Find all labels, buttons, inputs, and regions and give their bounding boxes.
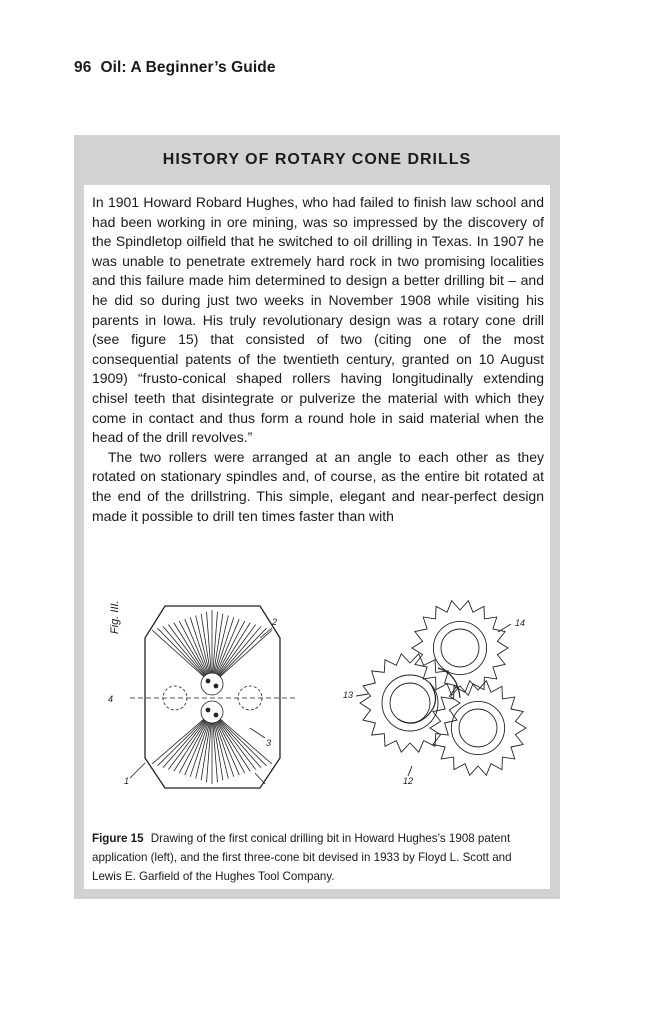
patent-drawing-two-cone-bit (108, 600, 295, 788)
book-title: Oil: A Beginner’s Guide (100, 59, 276, 76)
figure-15 (100, 588, 540, 808)
figure-caption (92, 829, 544, 886)
running-head (74, 59, 276, 77)
fig-label-fig3: Fig. III. (109, 600, 121, 634)
fig-label-13: 13 (343, 690, 354, 700)
fig-label-14: 14 (515, 618, 526, 628)
fig-label-4: 4 (108, 694, 114, 704)
figure-caption-label: Figure 15 (92, 832, 144, 845)
fig-label-2: 2 (272, 617, 278, 627)
paragraph-1: In 1901 Howard Robard Hughes, who had failed to finish law school and had been working in ore mining, was so impressed by the discovery of the Spindletop oilfield that he switched to oil drilling in Texas. In 1907 he was unable to penetrate extremely hard rock in two promising localities and this failure made him determined to design a better drilling bit – and he did so during just two weeks in November 1908 while visiting his parents in Iowa. His truly revolutionary design was a rotary cone drill (see figure 15) that consisted of two (citing one of the most consequential patents of the twentieth century, granted on 10 August 1909) “frusto-conical shaped rollers having longitudinally extending chisel teeth that disintegrate or pulverize the material with which they come in contact and thus form a round hole in said material when the head of the drill revolves.” (92, 194, 544, 446)
fig-label-1: 1 (124, 776, 130, 786)
page-number: 96 (74, 59, 92, 76)
box-body-text (92, 193, 544, 526)
figure-drawings (100, 588, 540, 808)
sidebar-box (74, 135, 560, 899)
three-cone-bit-drawing (343, 601, 526, 786)
fig-label-12: 12 (403, 776, 414, 786)
figure-caption-text: Drawing of the first conical drilling bit in Howard Hughes’s 1908 patent application (left), and the first three-cone bit devised in 1933 by Floyd L. Scott and Lewis E. Garfield of the Hughes Tool Company. (92, 832, 512, 883)
box-title: HISTORY OF ROTARY CONE DRILLS (162, 151, 472, 168)
box-content (84, 185, 550, 889)
paragraph-2: The two rollers were arranged at an angle to each other as they rotated on stationary spindles and, of course, as the entire bit rotated at the end of the drillstring. This simple, elegant and near-perfect design made it possible to drill ten times faster than with (92, 448, 544, 524)
fig-label-3: 3 (266, 738, 272, 748)
